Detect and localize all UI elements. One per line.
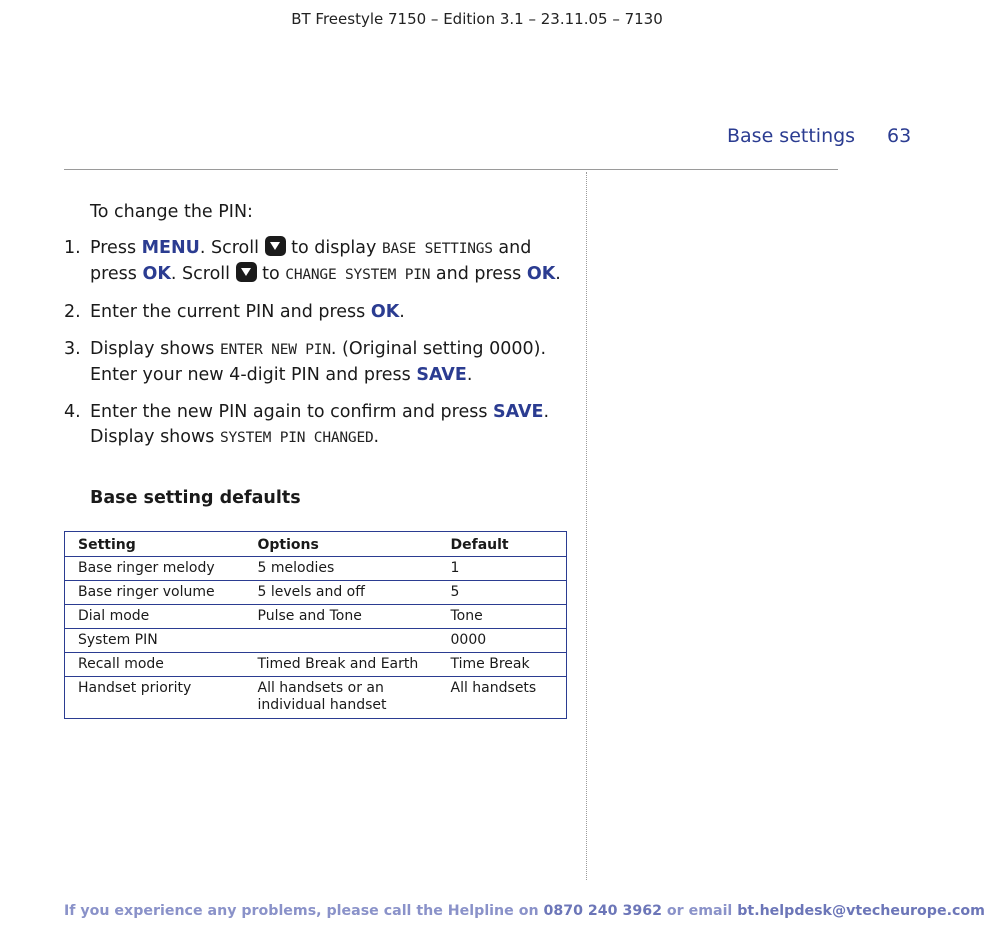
- cell-default: Time Break: [438, 653, 567, 677]
- step-3: [64, 337, 574, 388]
- cell-options: Pulse and Tone: [245, 605, 438, 629]
- step-text: Enter the current PIN and press OK.: [90, 302, 405, 322]
- steps-list: [64, 236, 574, 451]
- cell-options: Timed Break and Earth: [245, 653, 438, 677]
- lcd-text: BASE SETTINGS: [381, 241, 493, 257]
- step-number: 3.: [64, 339, 81, 359]
- edition-header: BT Freestyle 7150 – Edition 3.1 – 23.11.05 – 7130: [291, 10, 663, 28]
- cell-options: 5 levels and off: [245, 581, 438, 605]
- cell-setting: Recall mode: [65, 653, 245, 677]
- lcd-text: CHANGE SYSTEM PIN: [285, 267, 431, 283]
- step-number: 1.: [64, 238, 81, 258]
- step-2: [64, 300, 574, 325]
- cell-default: Tone: [438, 605, 567, 629]
- ok-key-label: OK: [526, 264, 556, 284]
- cell-options: All handsets or an individual handset: [245, 677, 438, 719]
- header-divider: [64, 169, 838, 170]
- cell-default: 0000: [438, 629, 567, 653]
- cell-default: All handsets: [438, 677, 567, 719]
- column-header-setting: Setting: [65, 532, 245, 557]
- defaults-heading: Base setting defaults: [90, 488, 301, 508]
- table-row: [65, 629, 567, 653]
- table-row: [65, 557, 567, 581]
- down-arrow-key-icon: [265, 236, 286, 256]
- helpline-phone: 0870 240 3962: [543, 903, 662, 919]
- cell-options: [245, 629, 438, 653]
- cell-setting: Base ringer volume: [65, 581, 245, 605]
- cell-setting: Handset priority: [65, 677, 245, 719]
- save-key-label: SAVE: [493, 402, 544, 422]
- cell-default: 1: [438, 557, 567, 581]
- defaults-table: [64, 531, 567, 719]
- cell-setting: Base ringer melody: [65, 557, 245, 581]
- table-row: [65, 605, 567, 629]
- ok-key-label: OK: [370, 302, 400, 322]
- cell-setting: Dial mode: [65, 605, 245, 629]
- section-title: Base settings: [727, 125, 856, 147]
- column-header-default: Default: [438, 532, 567, 557]
- step-number: 4.: [64, 402, 81, 422]
- table-header-row: [65, 532, 567, 557]
- instructions: [64, 200, 574, 463]
- lcd-text: ENTER NEW PIN: [219, 342, 331, 358]
- step-4: [64, 400, 574, 451]
- lcd-text: SYSTEM PIN CHANGED: [219, 430, 374, 446]
- column-header-options: Options: [245, 532, 438, 557]
- intro-text: To change the PIN:: [90, 202, 253, 222]
- menu-key-label: MENU: [141, 238, 200, 258]
- table-row: [65, 581, 567, 605]
- helpline-footer: If you experience any problems, please call the Helpline on 0870 240 3962 or email bt.helpdesk@vtecheurope.com: [64, 903, 985, 919]
- down-arrow-key-icon: [236, 262, 257, 282]
- helpdesk-email: bt.helpdesk@vtecheurope.com: [737, 903, 985, 919]
- page-number: 63: [887, 125, 912, 147]
- table-row: [65, 677, 567, 719]
- cell-default: 5: [438, 581, 567, 605]
- step-text: Press MENU. Scroll to display BASE SETTINGS and press OK. Scroll to CHANGE SYSTEM PIN and press OK.: [90, 238, 561, 284]
- table-row: [65, 653, 567, 677]
- step-1: [64, 236, 574, 288]
- step-text: Enter the new PIN again to confirm and press SAVE. Display shows SYSTEM PIN CHANGED.: [90, 402, 550, 447]
- step-number: 2.: [64, 302, 81, 322]
- step-text: Display shows ENTER NEW PIN. (Original setting 0000). Enter your new 4-digit PIN and press SAVE.: [90, 339, 547, 385]
- column-divider: [586, 172, 587, 880]
- cell-setting: System PIN: [65, 629, 245, 653]
- cell-options: 5 melodies: [245, 557, 438, 581]
- ok-key-label: OK: [142, 264, 171, 284]
- save-key-label: SAVE: [416, 365, 467, 385]
